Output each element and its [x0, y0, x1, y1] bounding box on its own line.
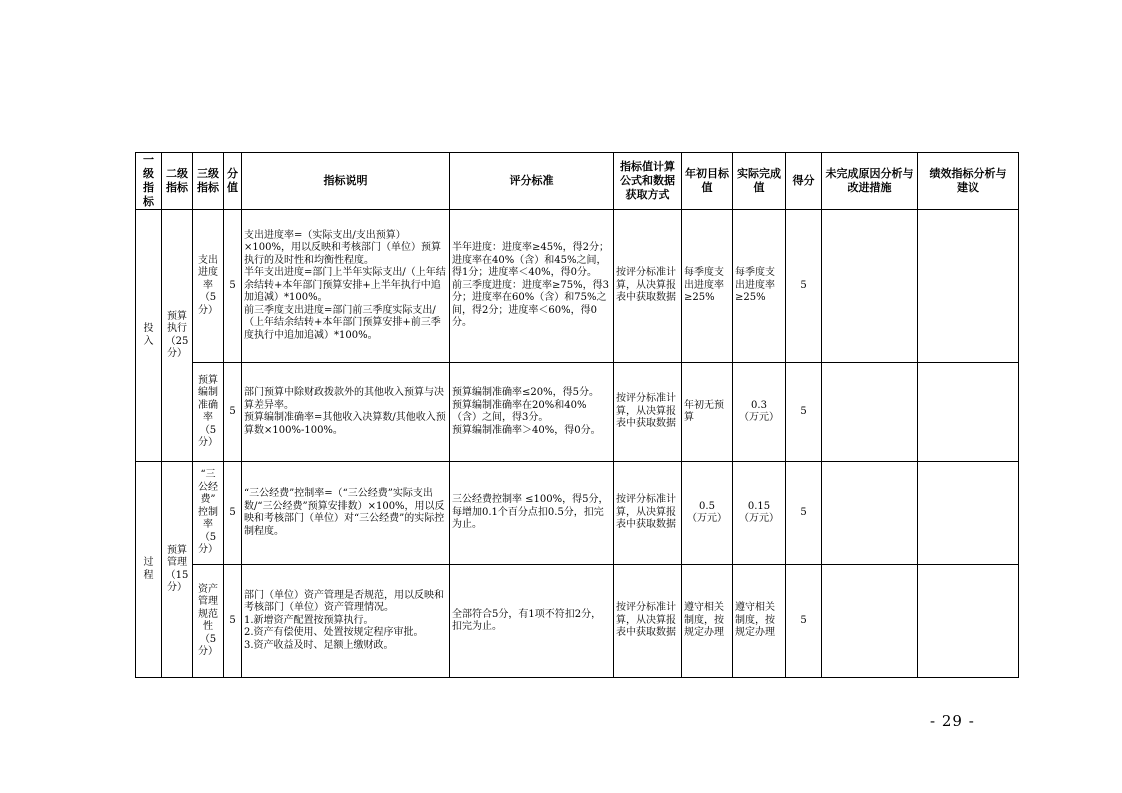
performance-indicator-table: [135, 152, 1019, 678]
header-row: [136, 153, 1019, 210]
analysis-cell: [918, 363, 1019, 462]
description-cell: 部门预算中除财政拨款外的其他收入预算与决算差异率。 预算编制准确率=其他收入决算数/其他收入预算数×100%-100%。: [242, 363, 450, 462]
score-cell: 5: [786, 363, 822, 462]
header-level2: 二级 指标: [162, 153, 193, 210]
reason-cell: [822, 363, 918, 462]
header-description: 指标说明: [242, 153, 450, 210]
level3-cell: 资产 管理 规范 性 （5 分）: [193, 565, 224, 678]
table-row: [136, 363, 1019, 462]
reason-cell: [822, 565, 918, 678]
target-cell: 每季度支出进度率≥25%: [682, 210, 733, 363]
header-level1: 一级 指标: [136, 153, 162, 210]
score-cell: 5: [786, 462, 822, 565]
actual-cell: 0.3 （万元）: [733, 363, 786, 462]
level1-cell: 过 程: [136, 462, 162, 678]
header-formula: 指标值计算 公式和数据 获取方式: [614, 153, 682, 210]
target-cell: 年初无预算: [682, 363, 733, 462]
analysis-cell: [918, 462, 1019, 565]
header-score: 得分: [786, 153, 822, 210]
description-cell: 部门（单位）资产管理是否规范，用以反映和考核部门（单位）资产管理情况。 1.新增资产配置按预算执行。 2.资产有偿使用、处置按规定程序审批。 3.资产收益及时、足额上缴财政。: [242, 565, 450, 678]
actual-cell: 每季度支出进度率≥25%: [733, 210, 786, 363]
header-reason: 未完成原因分析与 改进措施: [822, 153, 918, 210]
target-cell: 0.5 （万元）: [682, 462, 733, 565]
header-level3: 三级 指标: [193, 153, 224, 210]
description-cell: 支出进度率=（实际支出/支出预算）×100%，用以反映和考核部门（单位）预算执行的及时性和均衡性程度。 半年支出进度=部门上半年实际支出/（上年结余结转+本年部门预算安排+上半年执行中追加追减）*100%。 前三季度支出进度=部门前三季度实际支出/（上年结余结转+本年部门预算安排+前三季度执行中追加追减）*100%。: [242, 210, 450, 363]
page-number: - 29 -: [930, 712, 975, 730]
header-score-value: 分 值: [224, 153, 242, 210]
header-criteria: 评分标准: [450, 153, 614, 210]
actual-cell: 遵守相关制度，按规定办理: [733, 565, 786, 678]
criteria-cell: 半年进度：进度率≥45%，得2分；进度率在40%（含）和45%之间，得1分；进度率＜40%，得0分。 前三季度进度：进度率≥75%，得3分；进度率在60%（含）和75%之间，得2分；进度率＜60%，得0分。: [450, 210, 614, 363]
actual-cell: 0.15 （万元）: [733, 462, 786, 565]
level2-cell: 预算 执行 （25 分）: [162, 210, 193, 462]
score-cell: 5: [786, 210, 822, 363]
formula-cell: 按评分标准计算，从决算报表中获取数据: [614, 210, 682, 363]
analysis-cell: [918, 565, 1019, 678]
score-cell: 5: [786, 565, 822, 678]
description-cell: “三公经费”控制率=（“三公经费”实际支出数/“三公经费”预算安排数）×100%，用以反映和考核部门（单位）对“三公经费”的实际控制程度。: [242, 462, 450, 565]
formula-cell: 按评分标准计算，从决算报表中获取数据: [614, 363, 682, 462]
criteria-cell: 预算编制准确率≤20%，得5分。 预算编制准确率在20%和40%（含）之间，得3分。 预算编制准确率＞40%，得0分。: [450, 363, 614, 462]
criteria-cell: 全部符合5分，有1项不符扣2分，扣完为止。: [450, 565, 614, 678]
target-cell: 遵守相关制度，按规定办理: [682, 565, 733, 678]
criteria-cell: 三公经费控制率 ≤100%，得5分，每增加0.1个百分点扣0.5分，扣完为止。: [450, 462, 614, 565]
score-value-cell: 5: [224, 210, 242, 363]
reason-cell: [822, 462, 918, 565]
header-actual: 实际完成 值: [733, 153, 786, 210]
table-row: [136, 210, 1019, 363]
level3-cell: 支出 进度 率 （5 分）: [193, 210, 224, 363]
reason-cell: [822, 210, 918, 363]
header-analysis: 绩效指标分析与 建议: [918, 153, 1019, 210]
formula-cell: 按评分标准计算，从决算报表中获取数据: [614, 565, 682, 678]
score-value-cell: 5: [224, 565, 242, 678]
table-row: [136, 462, 1019, 565]
table-row: [136, 565, 1019, 678]
level3-cell: “三 公经 费” 控制 率 （5 分）: [193, 462, 224, 565]
analysis-cell: [918, 210, 1019, 363]
score-value-cell: 5: [224, 462, 242, 565]
level3-cell: 预算 编制 准确 率 （5 分）: [193, 363, 224, 462]
level2-cell: 预算 管理 （15 分）: [162, 462, 193, 678]
level1-cell: 投 入: [136, 210, 162, 462]
header-target: 年初目标 值: [682, 153, 733, 210]
formula-cell: 按评分标准计算，从决算报表中获取数据: [614, 462, 682, 565]
score-value-cell: 5: [224, 363, 242, 462]
